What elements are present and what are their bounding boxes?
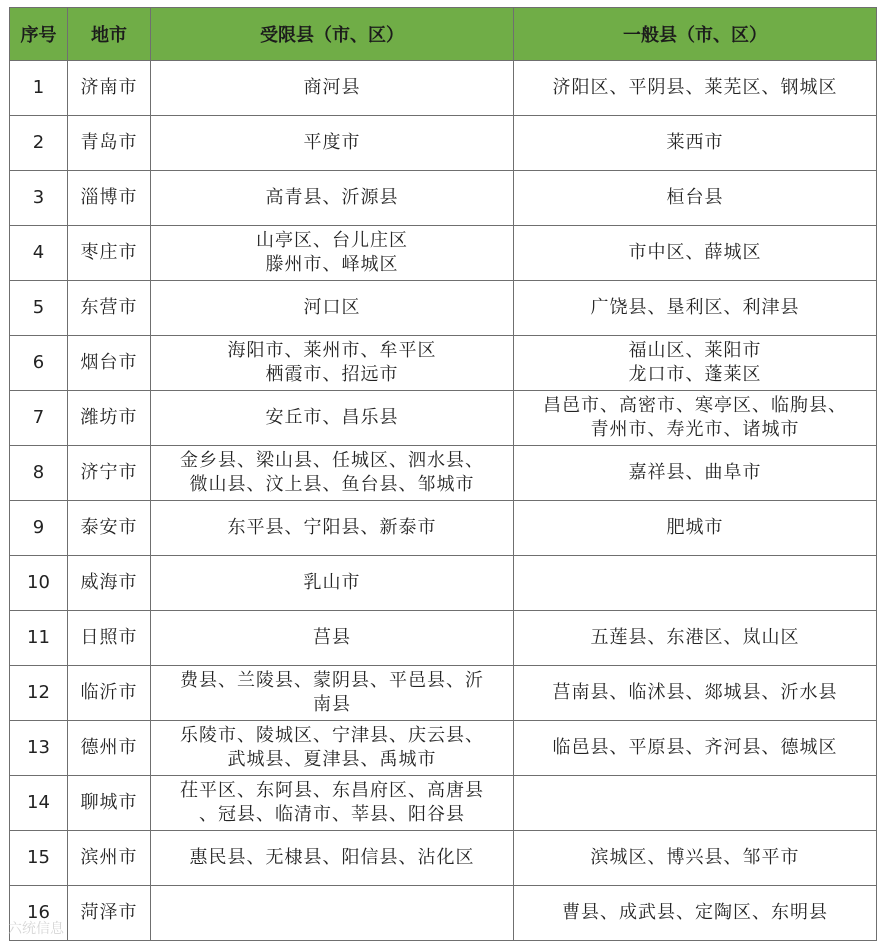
row-index: 6: [10, 336, 68, 391]
table-row: [10, 281, 877, 336]
row-restricted-counties: [151, 446, 514, 501]
row-index: 4: [10, 226, 68, 281]
restricted-county-line: 乳山市: [303, 572, 361, 593]
restricted-county-line: 南县: [313, 694, 351, 715]
row-city: 临沂市: [68, 666, 151, 721]
row-general-counties: [514, 721, 877, 776]
row-restricted-counties: [151, 391, 514, 446]
row-general-counties: [514, 666, 877, 721]
general-county-line: 莒南县、临沭县、郯城县、沂水县: [552, 682, 838, 703]
table-row: [10, 831, 877, 886]
row-index: 7: [10, 391, 68, 446]
row-restricted-counties: [151, 116, 514, 171]
row-general-counties: [514, 171, 877, 226]
general-county-line: 临邑县、平原县、齐河县、德城区: [552, 737, 838, 758]
restricted-county-line: 安丘市、昌乐县: [265, 407, 399, 428]
restricted-county-line: 、冠县、临清市、莘县、阳谷县: [199, 804, 465, 825]
general-county-line: 福山区、莱阳市: [628, 340, 762, 361]
table-row: [10, 776, 877, 831]
table-row: [10, 116, 877, 171]
table-row: [10, 721, 877, 776]
header-general: 一般县（市、区）: [514, 8, 877, 61]
row-restricted-counties: [151, 886, 514, 941]
table-row: [10, 171, 877, 226]
county-table: [9, 7, 877, 941]
restricted-county-line: 商河县: [303, 77, 361, 98]
general-county-line: 龙口市、蓬莱区: [628, 364, 762, 385]
header-index: 序号: [10, 8, 68, 61]
header-city: 地市: [68, 8, 151, 61]
row-general-counties: [514, 776, 877, 831]
row-index: 8: [10, 446, 68, 501]
header-restricted: 受限县（市、区）: [151, 8, 514, 61]
row-city: 烟台市: [68, 336, 151, 391]
row-city: 菏泽市: [68, 886, 151, 941]
restricted-county-line: 海阳市、莱州市、牟平区: [227, 340, 437, 361]
general-county-line: 昌邑市、高密市、寒亭区、临朐县、: [543, 395, 847, 416]
row-restricted-counties: [151, 721, 514, 776]
row-general-counties: [514, 556, 877, 611]
row-index: 5: [10, 281, 68, 336]
row-city: 泰安市: [68, 501, 151, 556]
row-index: 9: [10, 501, 68, 556]
general-county-line: 滨城区、博兴县、邹平市: [590, 847, 800, 868]
row-general-counties: [514, 501, 877, 556]
table-row: [10, 611, 877, 666]
restricted-county-line: 平度市: [303, 132, 361, 153]
general-county-line: 广饶县、垦利区、利津县: [590, 297, 800, 318]
row-city: 济南市: [68, 61, 151, 116]
restricted-county-line: 费县、兰陵县、蒙阴县、平邑县、沂: [180, 670, 484, 691]
restricted-county-line: 微山县、汶上县、鱼台县、邹城市: [189, 474, 475, 495]
table-row: [10, 61, 877, 116]
restricted-county-line: 山亭区、台儿庄区: [256, 230, 408, 251]
row-restricted-counties: [151, 61, 514, 116]
row-city: 德州市: [68, 721, 151, 776]
restricted-county-line: 栖霞市、招远市: [265, 364, 399, 385]
row-city: 东营市: [68, 281, 151, 336]
general-county-line: 市中区、薛城区: [628, 242, 762, 263]
table-row: [10, 501, 877, 556]
row-city: 枣庄市: [68, 226, 151, 281]
row-index: 1: [10, 61, 68, 116]
row-city: 滨州市: [68, 831, 151, 886]
row-index: 11: [10, 611, 68, 666]
table-row: [10, 446, 877, 501]
row-index: 3: [10, 171, 68, 226]
header-row: [10, 8, 877, 61]
row-city: 淄博市: [68, 171, 151, 226]
table-row: [10, 666, 877, 721]
row-city: 青岛市: [68, 116, 151, 171]
table-row: [10, 886, 877, 941]
row-general-counties: [514, 336, 877, 391]
restricted-county-line: 金乡县、梁山县、任城区、泗水县、: [180, 450, 484, 471]
restricted-county-line: 东平县、宁阳县、新泰市: [227, 517, 437, 538]
restricted-county-line: 莒县: [313, 627, 351, 648]
row-restricted-counties: [151, 831, 514, 886]
row-general-counties: [514, 281, 877, 336]
general-county-line: 五莲县、东港区、岚山区: [590, 627, 800, 648]
row-general-counties: [514, 886, 877, 941]
table-row: [10, 336, 877, 391]
row-general-counties: [514, 446, 877, 501]
row-city: 威海市: [68, 556, 151, 611]
row-restricted-counties: [151, 336, 514, 391]
row-restricted-counties: [151, 556, 514, 611]
row-general-counties: [514, 611, 877, 666]
row-restricted-counties: [151, 281, 514, 336]
general-county-line: 肥城市: [666, 517, 724, 538]
row-index: 12: [10, 666, 68, 721]
row-city: 聊城市: [68, 776, 151, 831]
general-county-line: 济阳区、平阴县、莱芜区、钢城区: [552, 77, 838, 98]
row-restricted-counties: [151, 171, 514, 226]
row-general-counties: [514, 61, 877, 116]
general-county-line: 青州市、寿光市、诸城市: [590, 419, 800, 440]
row-index: 15: [10, 831, 68, 886]
table-row: [10, 391, 877, 446]
row-restricted-counties: [151, 776, 514, 831]
restricted-county-line: 武城县、夏津县、禹城市: [227, 749, 437, 770]
restricted-county-line: 惠民县、无棣县、阳信县、沾化区: [189, 847, 475, 868]
row-city: 济宁市: [68, 446, 151, 501]
restricted-county-line: 河口区: [303, 297, 361, 318]
restricted-county-line: 乐陵市、陵城区、宁津县、庆云县、: [180, 725, 484, 746]
table-row: [10, 556, 877, 611]
row-general-counties: [514, 116, 877, 171]
row-index: 14: [10, 776, 68, 831]
row-index: 16: [10, 886, 68, 941]
row-restricted-counties: [151, 501, 514, 556]
restricted-county-line: 滕州市、峄城区: [265, 254, 399, 275]
row-general-counties: [514, 831, 877, 886]
row-city: 日照市: [68, 611, 151, 666]
row-index: 13: [10, 721, 68, 776]
general-county-line: 曹县、成武县、定陶区、东明县: [562, 902, 828, 923]
row-restricted-counties: [151, 666, 514, 721]
row-restricted-counties: [151, 226, 514, 281]
watermark: 六统信息: [8, 921, 64, 937]
row-general-counties: [514, 226, 877, 281]
row-index: 10: [10, 556, 68, 611]
row-general-counties: [514, 391, 877, 446]
restricted-county-line: 高青县、沂源县: [265, 187, 399, 208]
row-index: 2: [10, 116, 68, 171]
table-row: [10, 226, 877, 281]
restricted-county-line: 茌平区、东阿县、东昌府区、高唐县: [180, 780, 484, 801]
row-city: 潍坊市: [68, 391, 151, 446]
row-restricted-counties: [151, 611, 514, 666]
general-county-line: 桓台县: [666, 187, 724, 208]
general-county-line: 莱西市: [666, 132, 724, 153]
general-county-line: 嘉祥县、曲阜市: [628, 462, 762, 483]
